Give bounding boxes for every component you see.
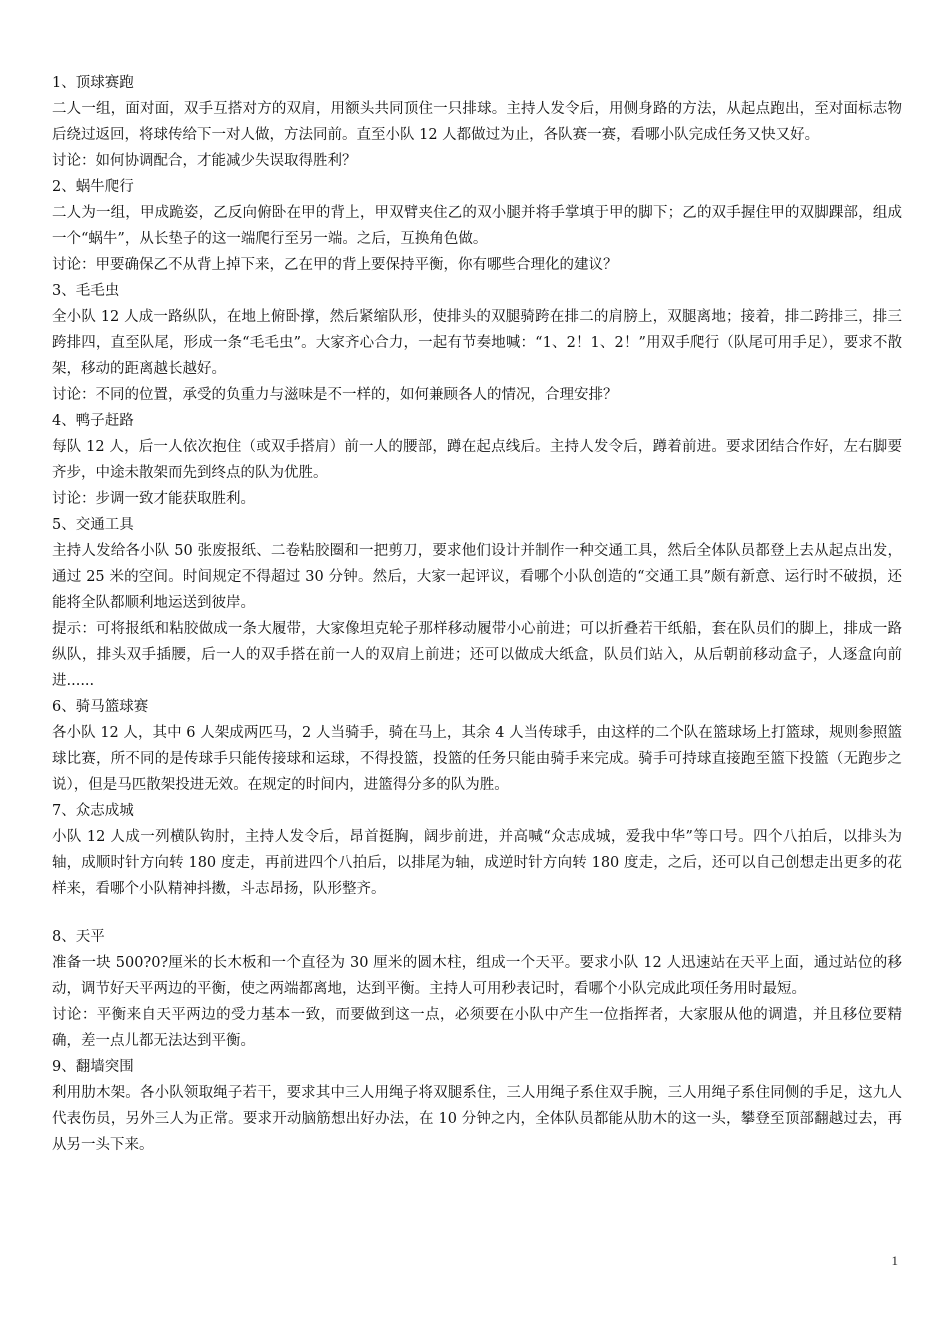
section-heading: 9、翻墙突围: [52, 1059, 134, 1075]
section-heading: 8、天平: [52, 929, 105, 945]
section-heading: 1、顶球赛跑: [52, 75, 134, 91]
section-heading: 6、骑马篮球赛: [52, 699, 149, 715]
section-heading: 7、众志成城: [52, 803, 134, 819]
section-paragraph: 每队 12 人，后一人依次抱住（或双手搭肩）前一人的腰部，蹲在起点线后。主持人发令后，蹲着前进。要求团结合作好，左右脚要齐步，中途未散架而先到终点的队为优胜。: [52, 439, 902, 481]
section-paragraph: 提示：可将报纸和粘胶做成一条大履带，大家像坦克轮子那样移动履带小心前进；可以折叠若干纸船，套在队员们的脚上，排成一路纵队，排头双手插腰，后一人的双手搭在前一人的双肩上前进；还可以做成大纸盒，队员们站入，从后朝前移动盒子，人逐盒向前进......: [52, 621, 902, 689]
section-paragraph: 讨论：如何协调配合，才能减少失误取得胜利？: [52, 153, 357, 169]
section-paragraph: 各小队 12 人，其中 6 人架成两匹马，2 人当骑手，骑在马上，其余 4 人当传球手，由这样的二个队在篮球场上打篮球，规则参照篮球比赛，所不同的是传球手只能传接球和运球，不得投篮，投篮的任务只能由骑手来完成。骑手可持球直接跑至篮下投篮（无跑步之说），但是马匹散架投进无效。在规定的时间内，进篮得分多的队为胜。: [52, 725, 902, 793]
section-paragraph: 主持人发给各小队 50 张废报纸、二卷粘胶圈和一把剪刀，要求他们设计并制作一种交通工具，然后全体队员都登上去从起点出发，通过 25 米的空间。时间规定不得超过 30 分钟。然后，大家一起评议，看哪个小队创造的“交通工具”颇有新意、运行时不破损，还能将全队都顺利地运送到彼岸。: [52, 543, 902, 611]
section-paragraph: 二人为一组，甲成跪姿，乙反向俯卧在甲的背上，甲双臂夹住乙的双小腿并将手掌填于甲的脚下；乙的双手握住甲的双脚踝部，组成一个“蜗牛”，从长垫子的这一端爬行至另一端。之后，互换角色做。: [52, 205, 902, 247]
section-heading: 2、蜗牛爬行: [52, 179, 134, 195]
section-paragraph: 二人一组，面对面，双手互搭对方的双肩，用额头共同顶住一只排球。主持人发令后，用侧身路的方法，从起点跑出，至对面标志物后绕过返回，将球传给下一对人做，方法同前。直至小队 12 人都做过为止，各队赛一赛，看哪小队完成任务又快又好。: [52, 101, 902, 143]
section-paragraph: 讨论：步调一致才能获取胜利。: [52, 491, 255, 507]
section-paragraph: 全小队 12 人成一路纵队，在地上俯卧撑，然后紧缩队形，使排头的双腿骑跨在排二的肩膀上，双腿离地；接着，排二跨排三，排三跨排四，直至队尾，形成一条“毛毛虫”。大家齐心合力，一起有节奏地喊：“1、2！1、2！”用双手爬行（队尾可用手足），要求不散架，移动的距离越长越好。: [52, 309, 902, 377]
document-body: [52, 70, 902, 1158]
section-paragraph: 讨论：不同的位置，承受的负重力与滋味是不一样的，如何兼顾各人的情况，合理安排？: [52, 387, 618, 403]
section-paragraph: 小队 12 人成一列横队钩肘，主持人发令后，昂首挺胸，阔步前进，并高喊“众志成城，爱我中华”等口号。四个八拍后，以排头为轴，成顺时针方向转 180 度走，再前进四个八拍后，以排尾为轴，成逆时针方向转 180 度走，之后，还可以自己创想走出更多的花样来，看哪个小队精神抖擞，斗志昂扬，队形整齐。: [52, 829, 902, 897]
page-number: 1: [891, 1253, 898, 1268]
blank-line: [52, 902, 902, 924]
section-heading: 4、鸭子赶路: [52, 413, 134, 429]
section-paragraph: 利用肋木架。各小队领取绳子若干，要求其中三人用绳子将双腿系住，三人用绳子系住双手腕，三人用绳子系住同侧的手足，这九人代表伤员，另外三人为正常。要求开动脑筋想出好办法，在 10 分钟之内，全体队员都能从肋木的这一头，攀登至顶部翻越过去，再从另一头下来。: [52, 1085, 902, 1153]
section-paragraph: 讨论：平衡来自天平两边的受力基本一致，而要做到这一点，必须要在小队中产生一位指挥者，大家服从他的调遣，并且移位要精确，差一点儿都无法达到平衡。: [52, 1007, 902, 1049]
section-heading: 3、毛毛虫: [52, 283, 120, 299]
section-heading: 5、交通工具: [52, 517, 134, 533]
section-paragraph: 准备一块 500?0?厘米的长木板和一个直径为 30 厘米的圆木柱，组成一个天平。要求小队 12 人迅速站在天平上面，通过站位的移动，调节好天平两边的平衡，使之两端都离地，达到平衡。主持人可用秒表记时，看哪个小队完成此项任务用时最短。: [52, 955, 902, 997]
section-paragraph: 讨论：甲要确保乙不从背上掉下来，乙在甲的背上要保持平衡，你有哪些合理化的建议？: [52, 257, 618, 273]
